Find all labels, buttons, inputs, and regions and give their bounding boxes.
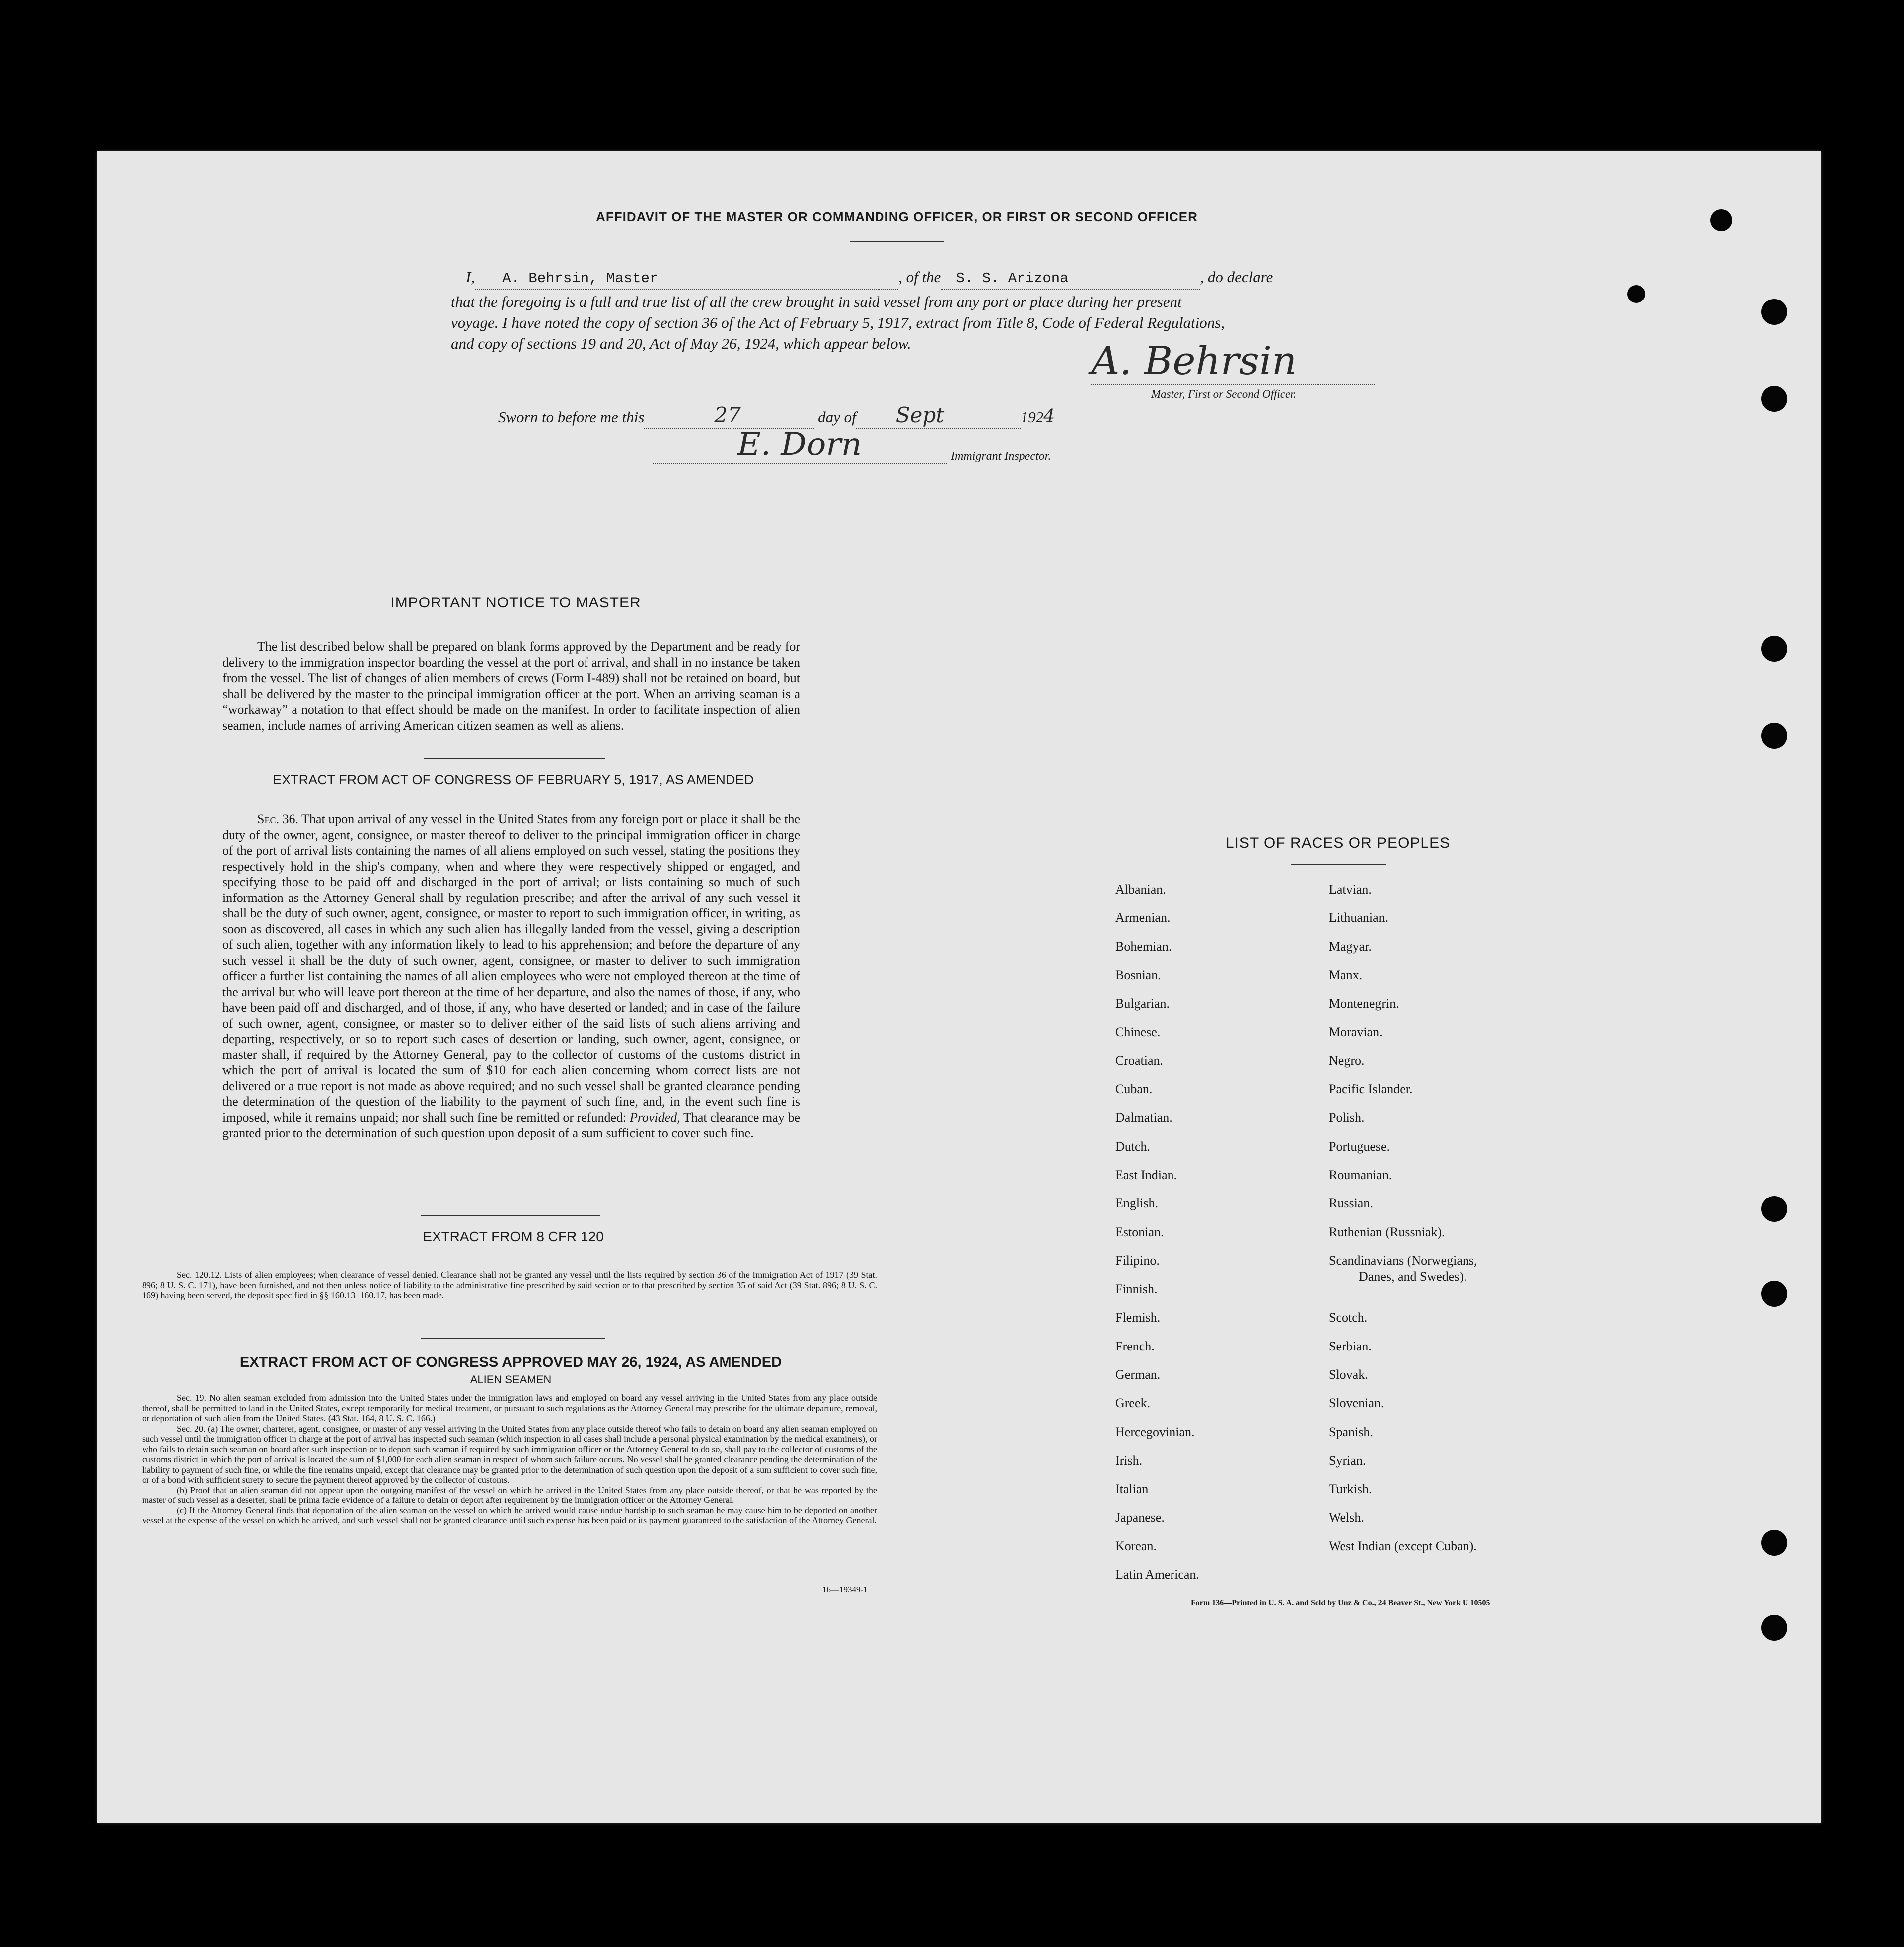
races-title: LIST OF RACES OR PEOPLES — [1225, 835, 1451, 851]
race-item: Moravian. — [1329, 1025, 1383, 1040]
inspector-signature: E. Dorn — [737, 426, 862, 463]
sec36-body: That upon arrival of any vessel in the United States from any foreign port or place it shall be the duty of the owner, agent, consignee, or master thereof to deliver to the principal immigration officer in charge of the port of arrival lists containing the names of all aliens employed on such vessel, stating the positions they respectively hold in the ship's company, when and where they were respectively shipped or engaged, and specifying those to be paid off and discharged in the port of arrival; or lists containing so much of such information as the Attorney General shall by regulation prescribe; and after the arrival of any such vessel it shall be the duty of such owner, agent, consignee, or master to report to such immigration officer, in writing, as soon as discovered, all cases in which any such alien has illegally landed from the vessel, giving a description of such alien, together with any information likely to lead to his apprehension; and before the departure of any such vessel it shall be the duty of such owner, agent, consignee, or master to deliver to such immigration officer a further list containing the names of all alien employees who were not employed thereon at the time of the arrival but who will leave port thereon at the time of her departure, and also the names of those, if any, who have been paid off and discharged, and of those, if any, who have deserted or landed; and in case of the failure of such owner, agent, consignee, or master so to deliver either of the said lists of such aliens arriving and departing, respectively, or so to report such cases of desertion or landing, such owner, agent, consignee, or master shall, if required by the Attorney General, pay to the collector of customs of the customs district in which the port of arrival is located the sum of $10 for each alien concerning whom correct lists are not delivered or a true report is not made as above required; and no such vessel shall be granted clearance pending the determination of the question of the liability to the payment of such fine, and, in the event such fine is imposed, while it remains unpaid; nor shall such fine be remitted or refunded: — [222, 812, 801, 1125]
races-right-column — [1329, 875, 1477, 1560]
race-item: Scotch. — [1329, 1310, 1368, 1325]
race-item: Latvian. — [1329, 882, 1372, 897]
sworn-line — [498, 405, 1055, 429]
race-item: Dutch. — [1115, 1139, 1151, 1154]
punch-hole — [1761, 636, 1787, 662]
punch-hole — [1761, 1530, 1787, 1556]
race-item: German. — [1115, 1367, 1161, 1382]
race-item: Turkish. — [1329, 1482, 1372, 1497]
race-item: Bohemian. — [1115, 939, 1172, 954]
race-item: Lithuanian. — [1329, 910, 1389, 925]
race-item: Syrian. — [1329, 1453, 1366, 1468]
race-item: Negro. — [1329, 1053, 1365, 1068]
race-item: French. — [1115, 1339, 1155, 1353]
race-item: Albanian. — [1115, 882, 1166, 897]
race-item: Welsh. — [1329, 1510, 1364, 1525]
sec20b: (b) Proof that an alien seaman did not appear upon the outgoing manifest of the vessel on which he arrived in the United States from any place outside thereof, or that he was reported by the master of such vessel as a deserter, shall be prima facie evidence of a failure to detain or deport after requirement by the immigration officer or the Attorney General. — [142, 1485, 877, 1505]
affidavit-line4: and copy of sections 19 and 20, Act of May 26, 1924, which appear below. — [451, 335, 911, 352]
affidavit-line1 — [466, 267, 1413, 290]
notice-body: The list described below shall be prepared on blank forms approved by the Department and be ready for delivery to the immigration inspector boarding the vessel at the port of arrival, and shall in no instance be taken from the vessel. The list of changes of alien members of crews (Form I-489) shall not be retained on board, but shall be delivered by the master to the principal immigration officer at the port. When an arriving seaman is a “workaway” a notation to that effect should be made on the manifest. In order to facilitate inspection of alien seamen, include names of arriving American citizen seamen as well as aliens. — [222, 639, 800, 733]
sworn-day: 27 — [714, 403, 741, 427]
race-item: Dalmatian. — [1115, 1110, 1172, 1125]
race-item: Italian — [1115, 1482, 1149, 1497]
master-name-field: A. Behrsin, Master — [502, 270, 659, 287]
races-left-column — [1115, 875, 1199, 1589]
race-item: West Indian (except Cuban). — [1329, 1538, 1477, 1553]
race-item: Irish. — [1115, 1453, 1143, 1468]
inspector-label: Immigrant Inspector. — [951, 450, 1051, 463]
race-item: Croatian. — [1115, 1053, 1164, 1068]
year-prefix: 192 — [1020, 408, 1044, 426]
extract-cfr-body: Sec. 120.12. Lists of alien employees; when clearance of vessel denied. Clearance shall not be granted any vessel until the lists required by section 36 of the Immigration Act of 1917 (39 Stat. 896; 8 U. S. C. 171), have been furnished, and not then unless notice of liability to the administrative fine prescribed by said section or to that prescribed by section 35 of said Act (39 Stat. 896; 8 U. S. C. 169) having been served, the deposit specified in §§ 160.13–160.17, has been made. — [142, 1270, 877, 1300]
form-code: 16—19349-1 — [822, 1585, 868, 1594]
race-item: Polish. — [1329, 1110, 1365, 1125]
race-item: Manx. — [1329, 967, 1363, 982]
punch-hole — [1761, 1281, 1787, 1307]
race-item: Bulgarian. — [1115, 996, 1170, 1011]
race-item: Korean. — [1115, 1538, 1157, 1553]
race-item: Armenian. — [1115, 910, 1171, 925]
punch-hole — [1761, 299, 1787, 325]
punch-hole — [1761, 723, 1787, 749]
race-item: Filipino. — [1115, 1253, 1160, 1268]
extract-1924-subtitle: ALIEN SEAMEN — [470, 1373, 552, 1386]
do-declare-label: , do declare — [1200, 268, 1273, 286]
race-item: Finnish. — [1115, 1282, 1158, 1297]
sworn-month: Sept — [895, 403, 945, 427]
notice-rule — [424, 758, 605, 759]
race-item: English. — [1115, 1196, 1158, 1211]
punch-hole — [1761, 1196, 1787, 1222]
race-item: Bosnian. — [1115, 967, 1161, 982]
race-item: Montenegrin. — [1329, 996, 1399, 1011]
master-signature: A. Behrsin — [1091, 339, 1297, 384]
race-item: Slovak. — [1329, 1367, 1368, 1382]
sec36-provided: Provided, — [629, 1110, 680, 1125]
of-the-label: , of the — [898, 268, 941, 286]
race-item: East Indian. — [1115, 1167, 1177, 1182]
punch-hole — [1761, 386, 1787, 412]
sec19: Sec. 19. No alien seaman excluded from admission into the United States under the immigration laws and employed on board any vessel arriving in the United States from any place outside thereof, shall be permitted to land in the United States, except temporarily for medical treatment, or pursuant to such regulations as the Attorney General may prescribe for the ultimate departure, removal, or deportation of such alien from the United States. (43 Stat. 164, 8 U. S. C. 166.) — [142, 1393, 877, 1423]
race-item: Japanese. — [1115, 1510, 1165, 1525]
officer-label: Master, First or Second Officer. — [1151, 388, 1297, 400]
race-item: Russian. — [1329, 1196, 1373, 1211]
race-item: Magyar. — [1329, 939, 1372, 954]
extract-1924-title: EXTRACT FROM ACT OF CONGRESS APPROVED MAY 26, 1924, AS AMENDED — [239, 1354, 782, 1370]
race-item: Flemish. — [1115, 1310, 1161, 1325]
affidavit-line3: voyage. I have noted the copy of section 36 of the Act of February 5, 1917, extract from Title 8, Code of Federal Regulations, — [451, 314, 1225, 331]
extract-1917-body — [222, 811, 800, 1141]
race-item: Chinese. — [1115, 1025, 1161, 1040]
affidavit-title: AFFIDAVIT OF THE MASTER OR COMMANDING OFFICER, OR FIRST OR SECOND OFFICER — [596, 209, 1198, 224]
punch-hole — [1627, 285, 1645, 303]
i-label: I, — [466, 268, 475, 286]
race-item: Pacific Islander. — [1329, 1082, 1413, 1097]
sec36-label: Sec. 36. — [257, 812, 299, 826]
race-item: Hercegovinian. — [1115, 1424, 1195, 1439]
year-suffix: 4 — [1043, 406, 1055, 427]
race-item: Ruthenian (Russniak). — [1329, 1224, 1445, 1239]
race-item: Estonian. — [1115, 1224, 1164, 1239]
vessel-name-field: S. S. Arizona — [956, 270, 1069, 287]
race-item: Danes, and Swedes). — [1359, 1269, 1467, 1284]
affidavit-line2: that the foregoing is a full and true list of all the crew brought in said vessel from any port or place during her present — [451, 293, 1182, 310]
punch-hole — [1761, 1615, 1787, 1641]
race-item: Serbian. — [1329, 1339, 1372, 1353]
sec20c: (c) If the Attorney General finds that deportation of the alien seaman on the vessel on which he arrived would cause undue hardship to such seaman he may cause him to be deported on another vessel at the expense of the vessel on which he arrived, and such vessel shall not be granted clearance until such expense has been paid or its payment guaranteed to the satisfaction of the Attorney General. — [142, 1505, 877, 1525]
extract-1924-body — [142, 1393, 877, 1526]
race-item: Scandinavians (Norwegians, — [1329, 1253, 1477, 1268]
extract-1917-title: EXTRACT FROM ACT OF CONGRESS OF FEBRUARY 5, 1917, AS AMENDED — [273, 772, 754, 787]
races-title-rule — [1291, 864, 1386, 865]
punch-hole — [1710, 209, 1732, 231]
sec36-body-end: That clearance may be granted prior to the determination of such question upon deposit of a sum sufficient to cover such fine. — [222, 1110, 801, 1140]
extract-cfr-rule — [421, 1338, 605, 1339]
affidavit-title-rule — [850, 241, 944, 242]
form-printer-line: Form 136—Printed in U. S. A. and Sold by Unz & Co., 24 Beaver St., New York U 10505 — [1191, 1599, 1490, 1607]
race-item: Latin American. — [1115, 1567, 1199, 1582]
race-item: Portuguese. — [1329, 1139, 1390, 1154]
race-item: Greek. — [1115, 1396, 1151, 1411]
sec20a: Sec. 20. (a) The owner, charterer, agent, consignee, or master of any vessel arriving in the United States from any place outside thereof who fails to detain on board any alien seaman employed on such vessel until the immigration officer in charge at the port of arrival has inspected such seaman (which inspection in all cases shall include a personal physical examination by the medical examiners), or who fails to detain such seaman on board after such inspection or to deport such seaman if required by such immigration officer or the Attorney General to do so, shall pay to the collector of customs of the customs district in which the port of arrival is located the sum of $1,000 for each alien seaman in respect of whom such failure occurs. No vessel shall be granted clearance pending the determination of the liability to payment of such fine, or while the fine remains unpaid, except that clearance may be granted prior to the determination of such question upon the deposit of a sum sufficient to cover such fine, or of a bond with sufficient surety to secure the payment thereof approved by the collector of customs. — [142, 1423, 877, 1485]
extract-cfr-title: EXTRACT FROM 8 CFR 120 — [423, 1229, 604, 1244]
race-item: Roumanian. — [1329, 1167, 1392, 1182]
sworn-label: Sworn to before me this — [498, 408, 645, 426]
race-item: Cuban. — [1115, 1082, 1153, 1097]
race-item: Slovenian. — [1329, 1396, 1384, 1411]
notice-title: IMPORTANT NOTICE TO MASTER — [390, 595, 641, 611]
day-of-label: day of — [818, 408, 856, 426]
extract-1917-rule — [421, 1215, 600, 1216]
race-item: Spanish. — [1329, 1424, 1373, 1439]
